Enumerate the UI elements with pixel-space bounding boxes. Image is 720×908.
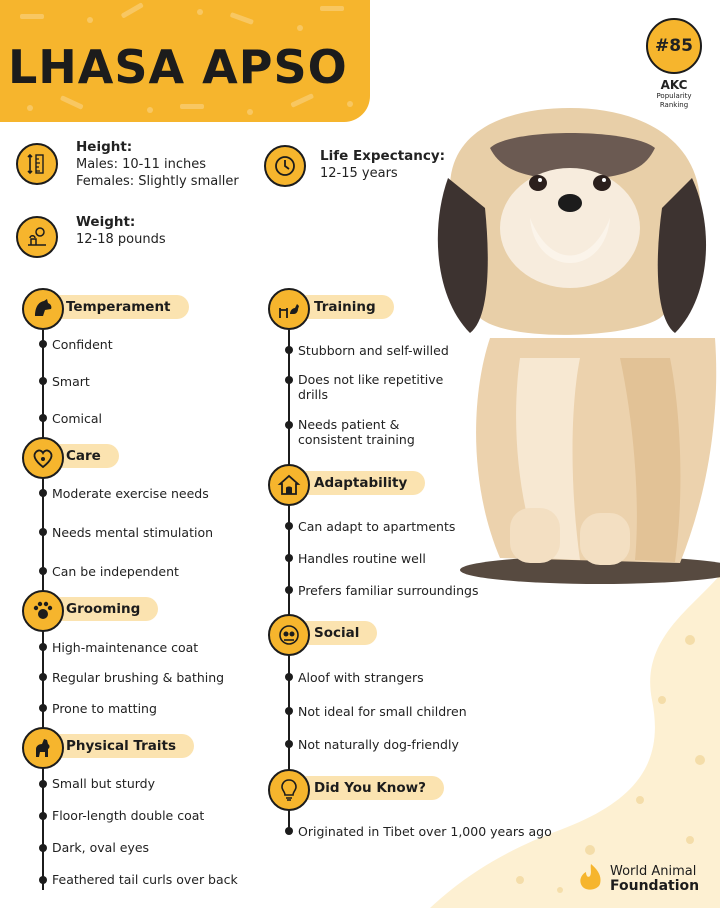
care-item: Moderate exercise needs [52,486,209,501]
adaptability-item: Can adapt to apartments [298,519,456,534]
weight-label: Weight: [76,214,136,230]
care-item: Can be independent [52,564,179,579]
agility-icon [268,288,310,330]
temperament-item: Smart [52,374,90,389]
weight-value: 12-18 pounds [76,232,166,247]
bullet [285,740,293,748]
section-title-social: Social [304,621,377,645]
page-title: LHASA APSO [8,40,348,94]
bullet [39,812,47,820]
grooming-item: Regular brushing & bathing [52,670,225,685]
brand-line-2: Foundation [610,878,700,894]
social-item: Aloof with strangers [298,670,424,685]
clock-icon [264,145,306,187]
physical-item: Small but sturdy [52,776,156,791]
rank-sub-line-1: Popularity [656,92,692,100]
care-item: Needs mental stimulation [52,525,214,540]
section-title-didyouknow: Did You Know? [304,776,444,800]
training-item: Does not like repetitive drills [298,372,444,402]
bullet [285,522,293,530]
bullet [39,489,47,497]
didyouknow-item: Originated in Tibet over 1,000 years ago [298,824,552,839]
rank-badge: #85 [646,18,702,74]
brand-logo-icon [578,862,604,892]
bullet [39,643,47,651]
right-timeline [288,330,290,830]
life-value: 12-15 years [320,166,398,181]
social-item: Not naturally dog-friendly [298,737,459,752]
section-title-grooming: Grooming [56,597,158,621]
doghouse-icon [268,464,310,506]
section-title-training: Training [304,295,394,319]
bullet [285,554,293,562]
section-title-adaptability: Adaptability [304,471,425,495]
bullet [285,421,293,429]
height-stat [76,139,239,190]
bullet [39,528,47,536]
bullet [39,340,47,348]
brand-line-1: World Animal [610,864,697,879]
lightbulb-icon [268,769,310,811]
dog-head-icon [22,288,64,330]
height-females: Females: Slightly smaller [76,174,239,189]
life-label: Life Expectancy: [320,148,446,164]
weight-stat [76,214,166,248]
temperament-item: Confident [52,337,113,352]
bullet [39,844,47,852]
bullet [285,346,293,354]
dog-silhouette-icon [22,727,64,769]
training-item: Needs patient & consistent training [298,417,415,447]
physical-item: Dark, oval eyes [52,840,150,855]
bullet [39,780,47,788]
scale-icon [16,216,58,258]
training-item: Stubborn and self-willed [298,343,449,358]
lhasa-apso-illustration [430,108,720,588]
physical-item: Feathered tail curls over back [52,872,238,887]
section-title-temperament: Temperament [56,295,189,319]
section-title-care: Care [56,444,119,468]
title-banner [0,0,370,122]
bullet [39,704,47,712]
rank-label: AKC [660,78,688,92]
bullet [39,377,47,385]
life-stat [320,148,445,182]
bullet [39,673,47,681]
bullet [285,707,293,715]
bullet [285,376,293,384]
temperament-item: Comical [52,411,103,426]
heart-paw-icon [22,437,64,479]
grooming-icon [22,590,64,632]
rank-sub-line-2: Ranking [659,101,689,109]
bullet [39,876,47,884]
adaptability-item: Prefers familiar surroundings [298,583,479,598]
physical-item: Floor-length double coat [52,808,205,823]
bullet [285,827,293,835]
bullet [285,586,293,594]
bullet [285,673,293,681]
social-item: Not ideal for small children [298,704,467,719]
section-title-physical: Physical Traits [56,734,194,758]
bullet [39,414,47,422]
social-dogs-icon [268,614,310,656]
height-males: Males: 10-11 inches [76,157,206,172]
brand-name [610,864,699,894]
height-ruler-icon [16,143,58,185]
height-label: Height: [76,139,133,155]
adaptability-item: Handles routine well [298,551,426,566]
bullet [39,567,47,575]
grooming-item: Prone to matting [52,701,157,716]
grooming-item: High-maintenance coat [52,640,199,655]
